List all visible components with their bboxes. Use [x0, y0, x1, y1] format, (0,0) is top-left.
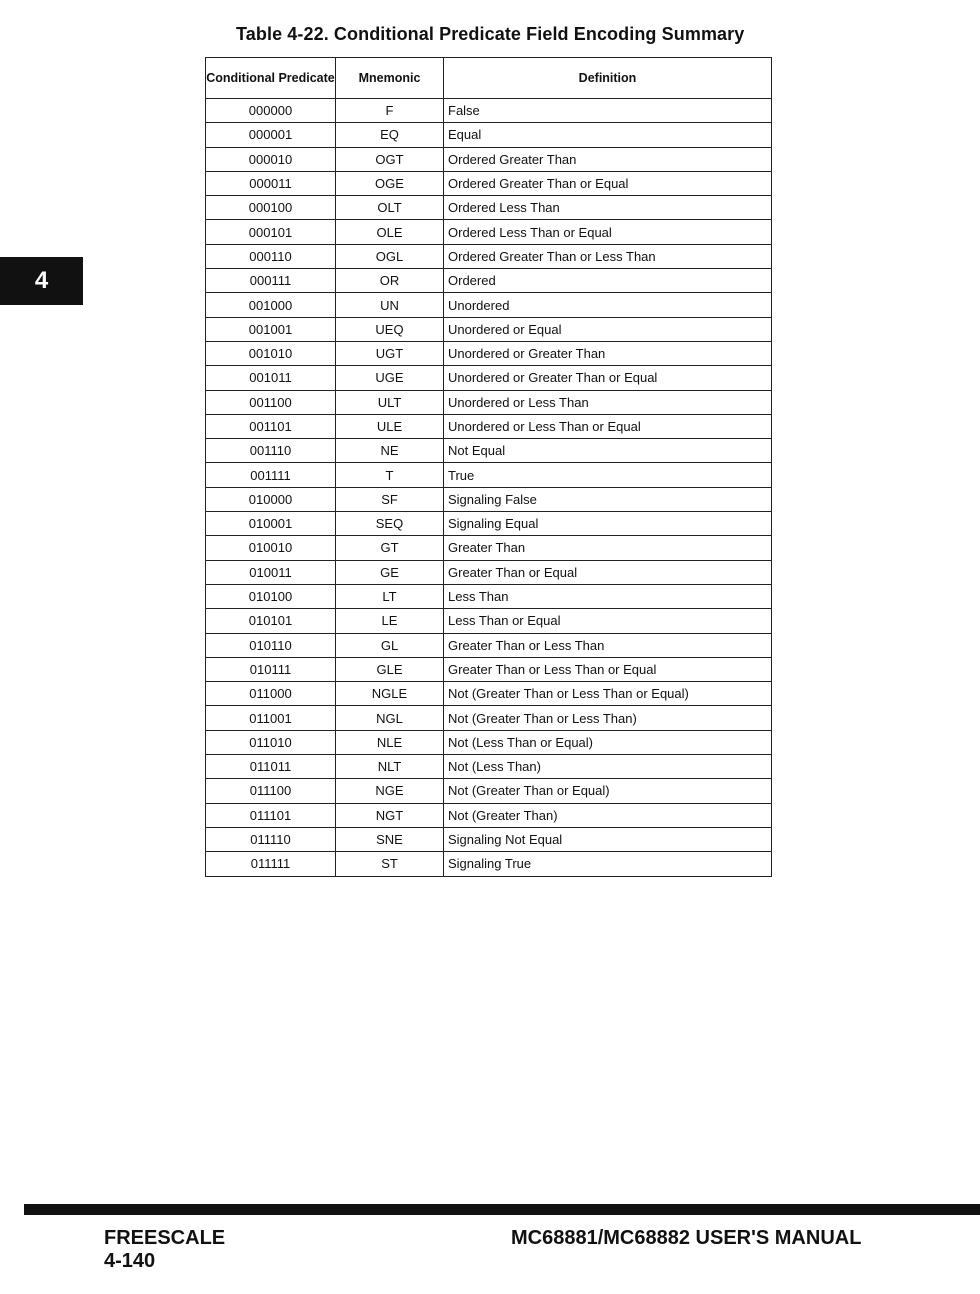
mnemonic-cell: T: [336, 463, 444, 487]
predicate-cell: 001001: [206, 317, 336, 341]
table-row: [206, 852, 772, 876]
predicate-cell: 010101: [206, 609, 336, 633]
definition-cell: Not (Greater Than or Less Than): [444, 706, 772, 730]
definition-cell: Ordered Less Than or Equal: [444, 220, 772, 244]
definition-cell: Less Than or Equal: [444, 609, 772, 633]
footer-page-number: 4-140: [104, 1250, 156, 1272]
definition-cell: Not (Less Than or Equal): [444, 730, 772, 754]
mnemonic-cell: ST: [336, 852, 444, 876]
predicate-cell: 010100: [206, 584, 336, 608]
table-row: [206, 341, 772, 365]
predicate-cell: 001011: [206, 366, 336, 390]
predicate-cell: 011011: [206, 755, 336, 779]
definition-cell: Unordered or Equal: [444, 317, 772, 341]
footer-left: [104, 1227, 225, 1273]
mnemonic-cell: UEQ: [336, 317, 444, 341]
mnemonic-cell: UGE: [336, 366, 444, 390]
predicate-cell: 000101: [206, 220, 336, 244]
mnemonic-cell: SEQ: [336, 512, 444, 536]
predicate-cell: 010111: [206, 657, 336, 681]
mnemonic-cell: ULE: [336, 414, 444, 438]
table-row: [206, 196, 772, 220]
definition-cell: Not (Greater Than or Equal): [444, 779, 772, 803]
definition-cell: Signaling Not Equal: [444, 827, 772, 851]
table-title: Table 4-22. Conditional Predicate Field Encoding Summary: [236, 24, 745, 44]
table-row: [206, 633, 772, 657]
table-body: [206, 99, 772, 877]
mnemonic-cell: OLE: [336, 220, 444, 244]
definition-cell: Ordered Less Than: [444, 196, 772, 220]
predicate-cell: 010011: [206, 560, 336, 584]
predicate-cell: 011100: [206, 779, 336, 803]
predicate-cell: 010000: [206, 487, 336, 511]
table-row: [206, 730, 772, 754]
definition-cell: Equal: [444, 123, 772, 147]
definition-cell: Ordered Greater Than or Less Than: [444, 244, 772, 268]
mnemonic-cell: GL: [336, 633, 444, 657]
mnemonic-cell: OGT: [336, 147, 444, 171]
definition-cell: Not (Greater Than or Less Than or Equal): [444, 682, 772, 706]
mnemonic-cell: UGT: [336, 341, 444, 365]
definition-cell: Unordered or Less Than or Equal: [444, 414, 772, 438]
definition-cell: Ordered: [444, 269, 772, 293]
predicate-cell: 011110: [206, 827, 336, 851]
table-row: [206, 487, 772, 511]
definition-cell: False: [444, 99, 772, 123]
footer-brand: FREESCALE: [104, 1227, 226, 1249]
mnemonic-cell: OLT: [336, 196, 444, 220]
mnemonic-cell: SNE: [336, 827, 444, 851]
table-row: [206, 99, 772, 123]
table-row: [206, 317, 772, 341]
header-mnemonic: Mnemonic: [336, 58, 444, 99]
mnemonic-cell: NE: [336, 439, 444, 463]
definition-cell: Not (Greater Than): [444, 803, 772, 827]
predicate-cell: 010110: [206, 633, 336, 657]
table-header-row: [206, 58, 772, 99]
definition-cell: Signaling True: [444, 852, 772, 876]
table-row: [206, 584, 772, 608]
definition-cell: Unordered: [444, 293, 772, 317]
encoding-table: [205, 57, 772, 877]
definition-cell: Greater Than or Equal: [444, 560, 772, 584]
mnemonic-cell: NLE: [336, 730, 444, 754]
predicate-cell: 011001: [206, 706, 336, 730]
predicate-cell: 011101: [206, 803, 336, 827]
definition-cell: Signaling Equal: [444, 512, 772, 536]
mnemonic-cell: NGLE: [336, 682, 444, 706]
table-row: [206, 536, 772, 560]
table-row: [206, 755, 772, 779]
table-row: [206, 147, 772, 171]
footer-manual-title: MC68881/MC68882 USER'S MANUAL: [511, 1227, 862, 1249]
mnemonic-cell: GT: [336, 536, 444, 560]
mnemonic-cell: ULT: [336, 390, 444, 414]
definition-cell: Greater Than or Less Than: [444, 633, 772, 657]
definition-cell: Not Equal: [444, 439, 772, 463]
definition-cell: Less Than: [444, 584, 772, 608]
mnemonic-cell: OGE: [336, 171, 444, 195]
chapter-tab: 4: [0, 257, 83, 305]
definition-cell: Ordered Greater Than or Equal: [444, 171, 772, 195]
definition-cell: Unordered or Greater Than: [444, 341, 772, 365]
table-row: [206, 171, 772, 195]
predicate-cell: 000100: [206, 196, 336, 220]
table-row: [206, 779, 772, 803]
predicate-cell: 000010: [206, 147, 336, 171]
predicate-cell: 001000: [206, 293, 336, 317]
predicate-cell: 010001: [206, 512, 336, 536]
definition-cell: Greater Than or Less Than or Equal: [444, 657, 772, 681]
mnemonic-cell: OGL: [336, 244, 444, 268]
table-row: [206, 123, 772, 147]
predicate-cell: 010010: [206, 536, 336, 560]
mnemonic-cell: LT: [336, 584, 444, 608]
predicate-cell: 000001: [206, 123, 336, 147]
table-row: [206, 657, 772, 681]
predicate-cell: 011010: [206, 730, 336, 754]
table-row: [206, 682, 772, 706]
mnemonic-cell: NLT: [336, 755, 444, 779]
predicate-cell: 001101: [206, 414, 336, 438]
mnemonic-cell: LE: [336, 609, 444, 633]
predicate-cell: 000110: [206, 244, 336, 268]
definition-cell: Greater Than: [444, 536, 772, 560]
mnemonic-cell: GE: [336, 560, 444, 584]
definition-cell: Unordered or Less Than: [444, 390, 772, 414]
table-row: [206, 463, 772, 487]
header-conditional-predicate: Conditional Predicate: [206, 58, 336, 99]
mnemonic-cell: OR: [336, 269, 444, 293]
mnemonic-cell: F: [336, 99, 444, 123]
predicate-cell: 000011: [206, 171, 336, 195]
table-row: [206, 366, 772, 390]
definition-cell: Signaling False: [444, 487, 772, 511]
predicate-cell: 000000: [206, 99, 336, 123]
definition-cell: Unordered or Greater Than or Equal: [444, 366, 772, 390]
predicate-cell: 001010: [206, 341, 336, 365]
definition-cell: Not (Less Than): [444, 755, 772, 779]
footer-rule: [24, 1204, 980, 1215]
header-definition: Definition: [444, 58, 772, 99]
predicate-cell: 000111: [206, 269, 336, 293]
table-row: [206, 706, 772, 730]
table-row: [206, 390, 772, 414]
predicate-cell: 001111: [206, 463, 336, 487]
mnemonic-cell: NGL: [336, 706, 444, 730]
table-row: [206, 293, 772, 317]
predicate-cell: 001110: [206, 439, 336, 463]
mnemonic-cell: EQ: [336, 123, 444, 147]
definition-cell: Ordered Greater Than: [444, 147, 772, 171]
table-row: [206, 244, 772, 268]
definition-cell: True: [444, 463, 772, 487]
table-row: [206, 414, 772, 438]
table-row: [206, 220, 772, 244]
predicate-cell: 001100: [206, 390, 336, 414]
mnemonic-cell: SF: [336, 487, 444, 511]
table-row: [206, 439, 772, 463]
mnemonic-cell: GLE: [336, 657, 444, 681]
mnemonic-cell: NGE: [336, 779, 444, 803]
predicate-cell: 011111: [206, 852, 336, 876]
table-row: [206, 609, 772, 633]
mnemonic-cell: UN: [336, 293, 444, 317]
table-row: [206, 803, 772, 827]
table-row: [206, 827, 772, 851]
predicate-cell: 011000: [206, 682, 336, 706]
table-row: [206, 560, 772, 584]
mnemonic-cell: NGT: [336, 803, 444, 827]
table-row: [206, 512, 772, 536]
table-row: [206, 269, 772, 293]
